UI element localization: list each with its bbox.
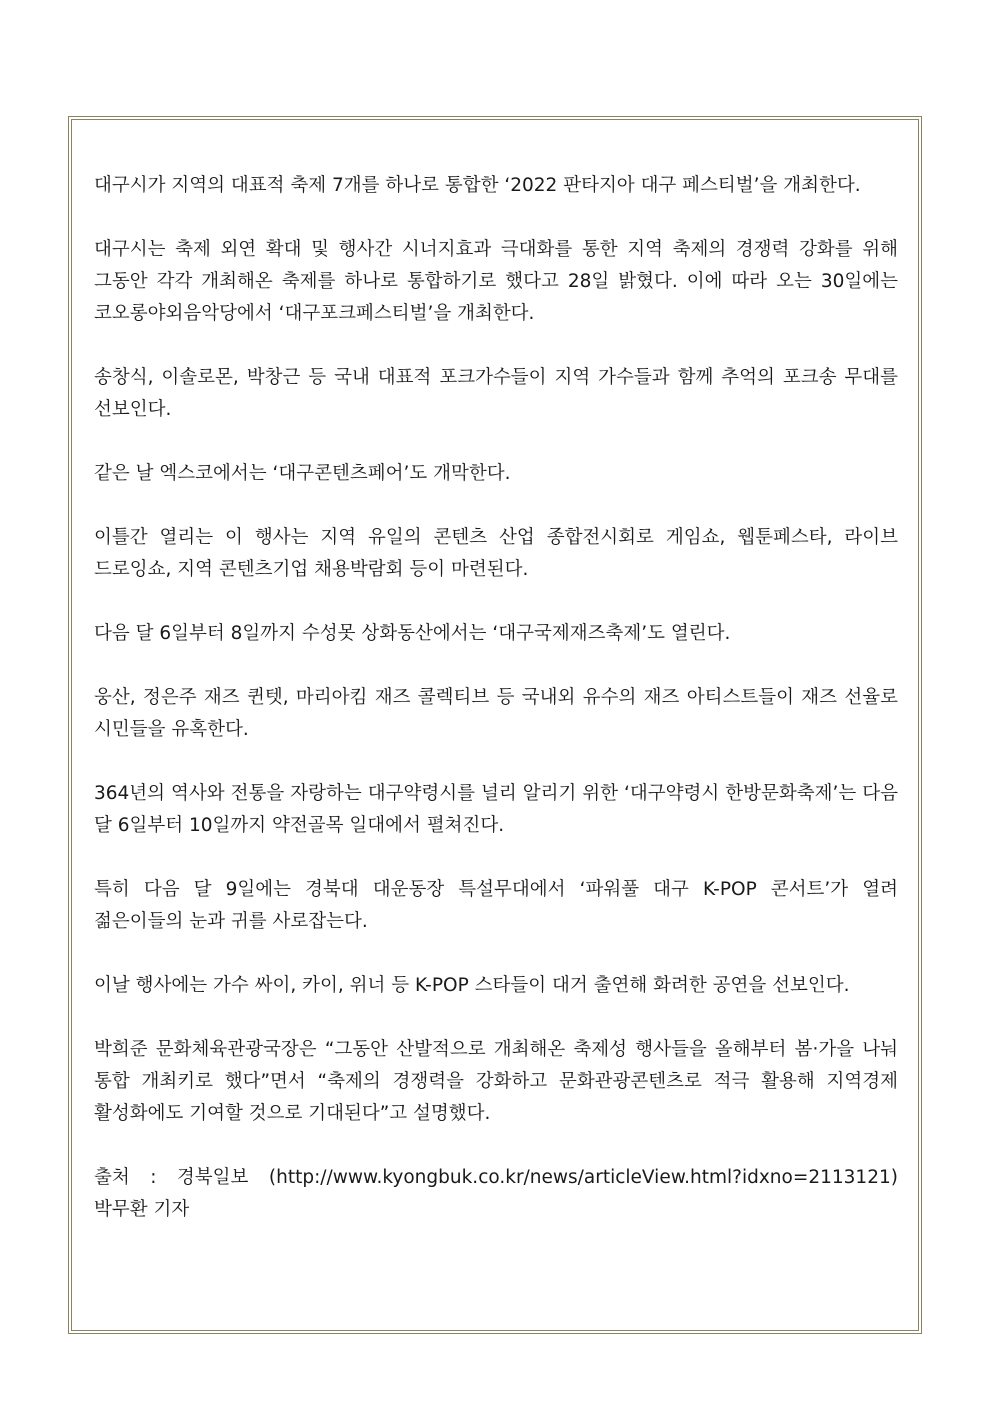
paragraph-11: 박희준 문화체육관광국장은 “그동안 산발적으로 개최해온 축제성 행사들을 올해부터 봄·가을 나눠 통합 개최키로 했다”면서 “축제의 경쟁력을 강화하고 문화관광콘텐츠로 적극 활용해 지역경제 활성화에도 기여할 것으로 기대된다”고 설명했다. xyxy=(94,1039,898,1124)
paragraph-6: 다음 달 6일부터 8일까지 수성못 상화동산에서는 ‘대구국제재즈축제’도 열린다. xyxy=(94,623,731,644)
article-body xyxy=(94,170,898,1226)
source-separator: : xyxy=(150,1167,157,1188)
paragraph-8: 364년의 역사와 전통을 자랑하는 대구약령시를 널리 알리기 위한 ‘대구약령시 한방문화축제’는 다음 달 6일부터 10일까지 약전골목 일대에서 펼쳐진다. xyxy=(94,783,898,836)
paragraph-7: 웅산, 정은주 재즈 퀸텟, 마리아킴 재즈 콜렉티브 등 국내외 유수의 재즈 아티스트들이 재즈 선율로 시민들을 유혹한다. xyxy=(94,687,898,740)
source-line xyxy=(94,1162,898,1194)
paragraph-4: 같은 날 엑스코에서는 ‘대구콘텐츠페어’도 개막한다. xyxy=(94,463,511,484)
paragraph-2: 대구시는 축제 외연 확대 및 행사간 시너지효과 극대화를 통한 지역 축제의 경쟁력 강화를 위해 그동안 각각 개최해온 축제를 하나로 통합하기로 했다고 28일 밝혔다. 이에 따라 오는 30일에는 코오롱야외음악당에서 ‘대구포크페스티벌’을 개최한다. xyxy=(94,239,898,324)
source-publisher: 경북일보 xyxy=(176,1167,249,1188)
source-credit xyxy=(94,1162,898,1226)
paragraph-1: 대구시가 지역의 대표적 축제 7개를 하나로 통합한 ‘2022 판타지아 대구 페스티벌’을 개최한다. xyxy=(94,175,861,196)
paragraph-9: 특히 다음 달 9일에는 경북대 대운동장 특설무대에서 ‘파워풀 대구 K-POP 콘서트’가 열려 젊은이들의 눈과 귀를 사로잡는다. xyxy=(94,879,898,932)
paragraph-3: 송창식, 이솔로몬, 박창근 등 국내 대표적 포크가수들이 지역 가수들과 함께 추억의 포크송 무대를 선보인다. xyxy=(94,367,898,420)
paragraph-10: 이날 행사에는 가수 싸이, 카이, 위너 등 K-POP 스타들이 대거 출연해 화려한 공연을 선보인다. xyxy=(94,975,850,996)
reporter-name: 박무환 기자 xyxy=(94,1199,190,1220)
paragraph-5: 이틀간 열리는 이 행사는 지역 유일의 콘텐츠 산업 종합전시회로 게임쇼, 웹툰페스타, 라이브 드로잉쇼, 지역 콘텐츠기업 채용박람회 등이 마련된다. xyxy=(94,527,898,580)
source-url: (http://www.kyongbuk.co.kr/news/articleView.html?idxno=2113121) xyxy=(268,1167,898,1188)
source-label: 출처 xyxy=(94,1167,130,1188)
